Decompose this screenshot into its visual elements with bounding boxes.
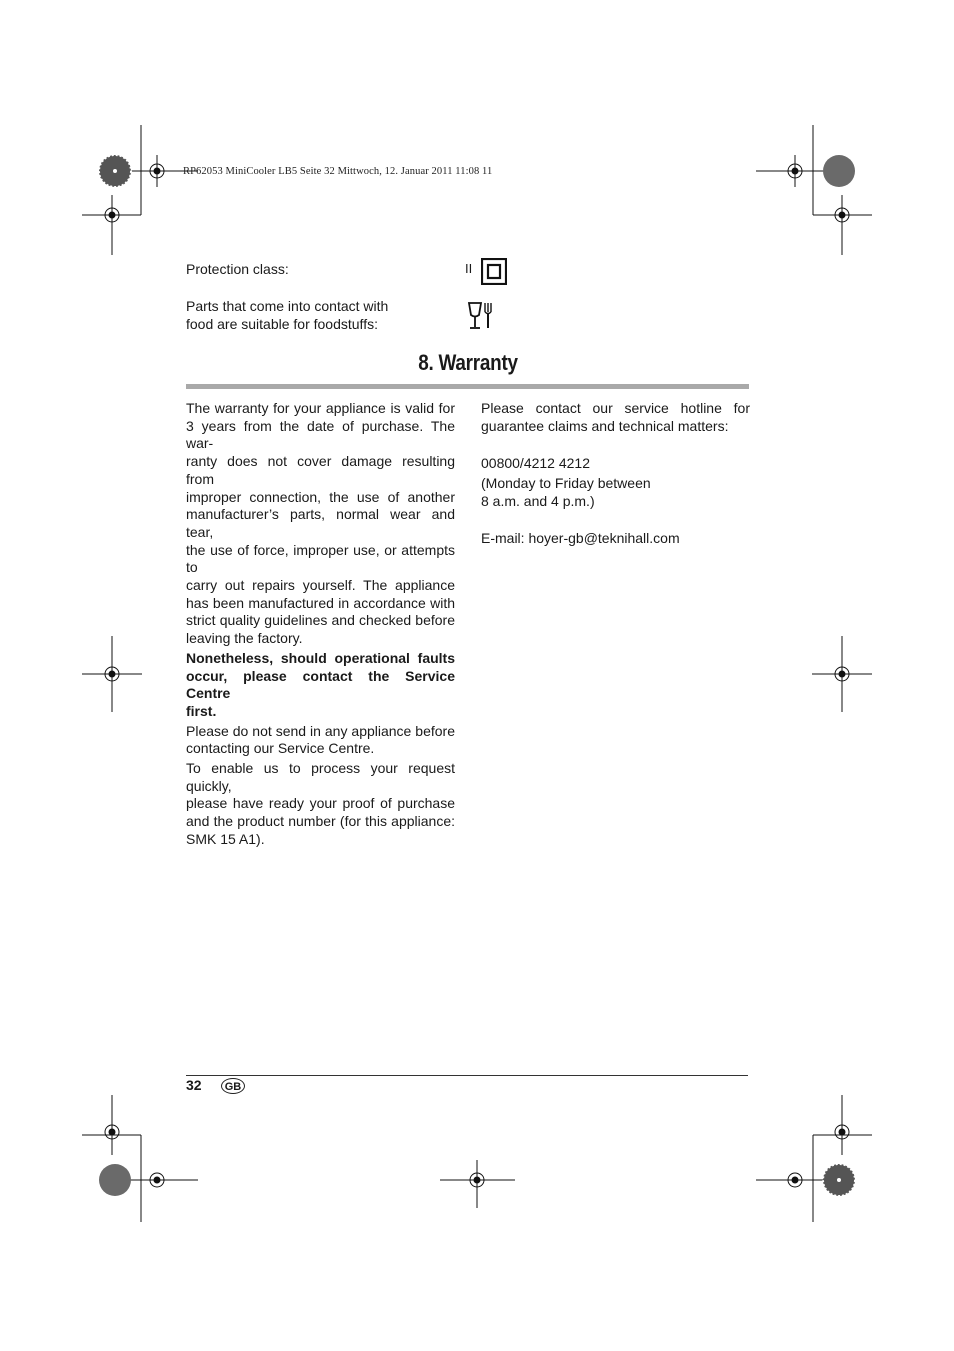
warranty-left-column [186, 400, 455, 849]
text-line: first. [186, 702, 217, 719]
service-notice-bold [186, 650, 455, 721]
page-number: 32 [186, 1077, 202, 1093]
protection-class-label: Protection class: [186, 261, 289, 277]
text-line: please have ready your proof of purchase [186, 795, 455, 812]
glass-fork-icon [467, 301, 495, 330]
hotline-hours-line1: (Monday to Friday between [481, 475, 651, 492]
food-safe-label-line1: Parts that come into contact with [186, 298, 389, 314]
text-line: occur, please contact the Service Centre [186, 667, 455, 702]
text-line: the use of force, improper use, or attempts to [186, 541, 455, 576]
proof-of-purchase-paragraph [186, 760, 455, 849]
hotline-intro-line2: guarantee claims and technical matters: [481, 417, 729, 434]
text-line: Please do not send in any appliance before [186, 722, 455, 739]
text-line: SMK 15 A1). [186, 830, 265, 847]
text-line: contacting our Service Centre. [186, 740, 375, 757]
text-line: ranty does not cover damage resulting from [186, 453, 455, 487]
double-insulation-icon [481, 258, 507, 285]
text-line: and the product number (for this appliance: [186, 813, 455, 830]
do-not-send-paragraph [186, 723, 455, 758]
protection-class-value: II [465, 261, 473, 276]
text-line: The warranty for your appliance is valid for [186, 400, 455, 416]
hotline-intro-line1: Please contact our service hotline for [481, 400, 750, 416]
food-safe-label-line2: food are suitable for foodstuffs: [186, 316, 378, 332]
text-line: manufacturer’s parts, normal wear and tear, [186, 506, 455, 540]
hotline-phone: 00800/4212 4212 [481, 455, 590, 472]
title-divider [186, 384, 749, 389]
text-line: To enable us to process your request quickly, [186, 760, 455, 794]
warranty-right-column [481, 400, 750, 547]
warranty-terms-paragraph [186, 400, 455, 648]
text-line: carry out repairs yourself. The appliance [186, 577, 455, 594]
hotline-email: E-mail: hoyer-gb@teknihall.com [481, 529, 680, 546]
text-line: leaving the factory. [186, 630, 303, 647]
section-title: 8. Warranty [418, 350, 518, 375]
language-badge: GB [221, 1078, 245, 1094]
text-line: improper connection, the use of another [186, 488, 455, 505]
print-slug: RP62053 MiniCooler LB5 Seite 32 Mittwoch, 12. Januar 2011 11:08 11 [183, 166, 493, 177]
text-line: 3 years from the date of purchase. The war- [186, 417, 455, 452]
text-line: strict quality guidelines and checked before [186, 612, 455, 629]
hotline-hours-line2: 8 a.m. and 4 p.m.) [481, 492, 595, 509]
text-line: Nonetheless, should operational faults [186, 649, 455, 666]
text-line: has been manufactured in accordance with [186, 594, 455, 611]
footer-divider [186, 1075, 748, 1076]
